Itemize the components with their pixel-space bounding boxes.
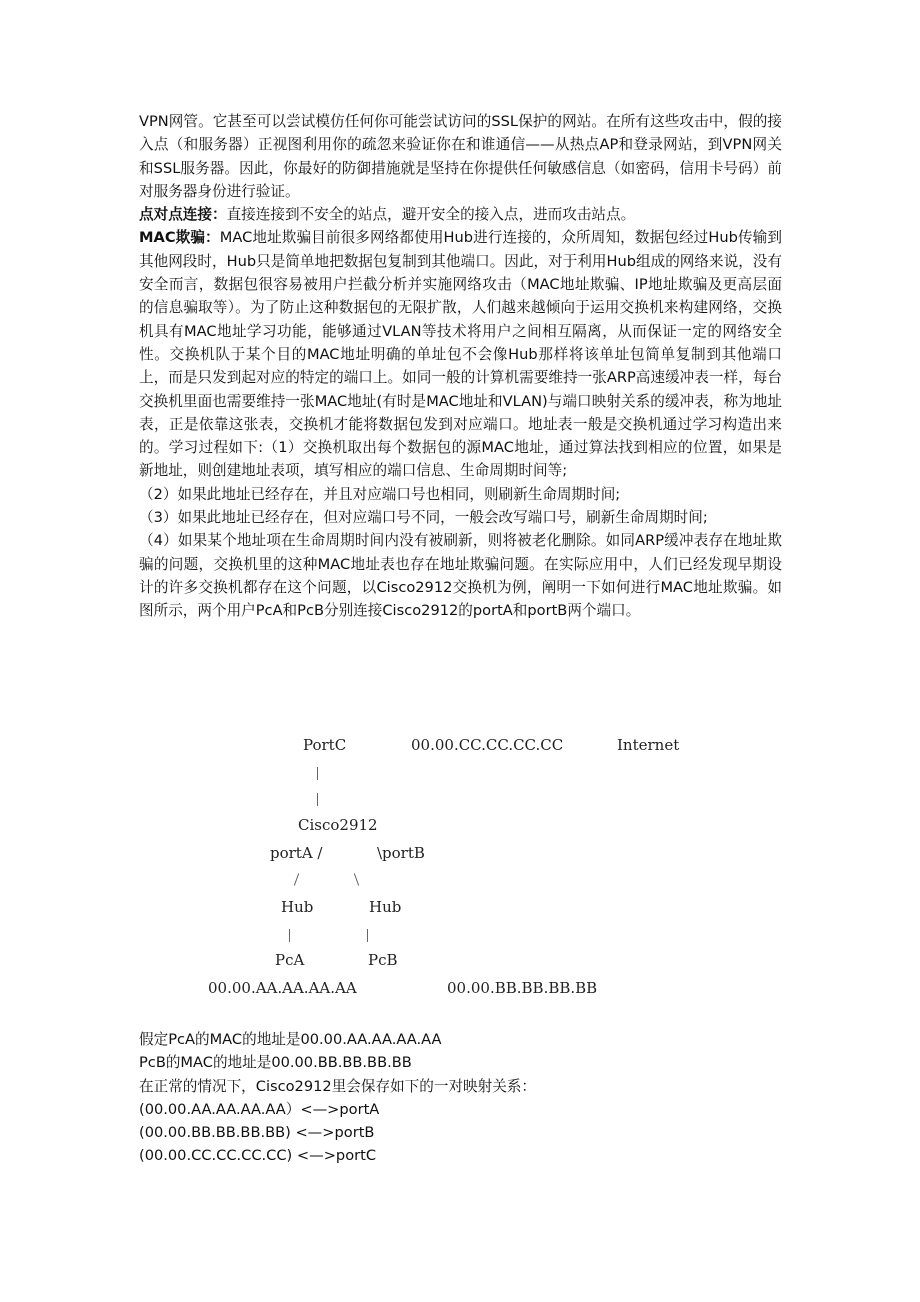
link-hub-b <box>367 929 368 942</box>
paragraph-peer-to-peer <box>139 203 782 226</box>
mapping-intro-line: 在正常的情况下，Cisco2912里会保存如下的一对映射关系： <box>139 1077 537 1095</box>
internet-label: Internet <box>617 736 680 754</box>
pc-a-label: PcA <box>275 951 305 969</box>
link-hub-a <box>289 929 290 942</box>
portc-label: PortC <box>303 736 347 754</box>
body-text <box>139 110 782 623</box>
mapping-port-a: (00.00.AA.AA.AA.AA）<—>portA <box>139 1100 380 1118</box>
mapping-port-b: (00.00.BB.BB.BB.BB) <—>portB <box>139 1124 375 1142</box>
hub-b-label: Hub <box>369 898 402 916</box>
mac-a-label: 00.00.AA.AA.AA.AA <box>208 979 357 997</box>
port-b-label: \portB <box>377 844 425 862</box>
peer-to-peer-text: 直接连接到不安全的站点，避开安全的接入点，进而攻击站点。 <box>226 206 636 224</box>
mac-c-label: 00.00.CC.CC.CC.CC <box>411 736 564 754</box>
port-a-label: portA / <box>270 844 323 862</box>
link-port-b <box>354 873 359 886</box>
network-diagram <box>205 730 705 1010</box>
pca-mac-line: 假定PcA的MAC的地址是00.00.AA.AA.AA.AA <box>139 1031 442 1048</box>
pcb-mac-line: PcB的MAC的地址是00.00.BB.BB.BB.BB <box>139 1054 412 1072</box>
paragraph-mac-spoofing <box>139 226 782 482</box>
hub-a-label: Hub <box>281 898 314 916</box>
link-portc-1 <box>317 767 318 780</box>
mac-b-label: 00.00.BB.BB.BB.BB <box>447 979 598 997</box>
link-portc-2 <box>317 793 318 806</box>
switch-label: Cisco2912 <box>298 816 378 834</box>
paragraph-step-2: （2）如果此地址已经存在，并且对应端口号也相同，则刷新生命周期时间; <box>139 485 621 503</box>
mapping-text <box>139 1028 782 1168</box>
mac-spoofing-text: MAC地址欺骗目前很多网络都使用Hub进行连接的，众所周知，数据包经过Hub传输到其他网段时，Hub只是简单地把数据包复制到其他端口。因此，对于利用Hub组成的网络来说，没有安全而言，数据包很容易被用户拦截分析并实施网络攻击（MAC地址欺骗、IP地址欺骗及更高层面的信息骗取等）。为了防止这种数据包的无限扩散，人们越来越倾向于运用交换机来构建网络，交换机具有MAC地址学习功能，能够通过VLAN等技术将用户之间相互隔离，从而保证一定的网络安全性。交换机队于某个目的MAC地址明确的单址包不会像Hub那样将该单址包简单复制到其他端口上，而是只发到起对应的特定的端口上。如同一般的计算机需要维持一张ARP高速缓冲表一样，每台交换机里面也需要维持一张MAC地址(有时是MAC地址和VLAN)与端口映射关系的缓冲表，称为地址表，正是依靠这张表，交换机才能将数据包发到对应端口。地址表一般是交换机通过学习构造出来的。学习过程如下:（1）交换机取出每个数据包的源MAC地址，通过算法找到相应的位置，如果是新地址，则创建地址表项，填写相应的端口信息、生命周期时间等; <box>139 229 782 480</box>
link-port-a <box>294 873 299 886</box>
paragraph-ap-attack: VPN网管。它甚至可以尝试模仿任何你可能尝试访问的SSL保护的网站。在所有这些攻击中，假的接入点（和服务器）正视图利用你的疏忽来验证你在和谁通信——从热点AP和登录网站，到VPN网关和SSL服务器。因此，你最好的防御措施就是坚持在你提供任何敏感信息（如密码，信用卡号码）前对服务器身份进行验证。 <box>139 113 782 200</box>
paragraph-step-4: （4）如果某个地址项在生命周期时间内没有被刷新，则将被老化删除。如同ARP缓冲表存在地址欺骗的问题，交换机里的这种MAC地址表也存在地址欺骗问题。在实际应用中，人们已经发现早期设计的许多交换机都存在这个问题，以Cisco2912交换机为例，阐明一下如何进行MAC地址欺骗。如图所示，两个用户PcA和PcB分别连接Cisco2912的portA和portB两个端口。 <box>139 532 782 620</box>
mac-spoofing-label: MAC欺骗： <box>139 229 220 247</box>
pc-b-label: PcB <box>368 951 398 969</box>
paragraph-step-3: （3）如果此地址已经存在，但对应端口号不同，一般会改写端口号，刷新生命周期时间; <box>139 509 708 527</box>
mapping-port-c: (00.00.CC.CC.CC.CC) <—>portC <box>139 1147 377 1165</box>
peer-to-peer-label: 点对点连接： <box>139 206 227 224</box>
